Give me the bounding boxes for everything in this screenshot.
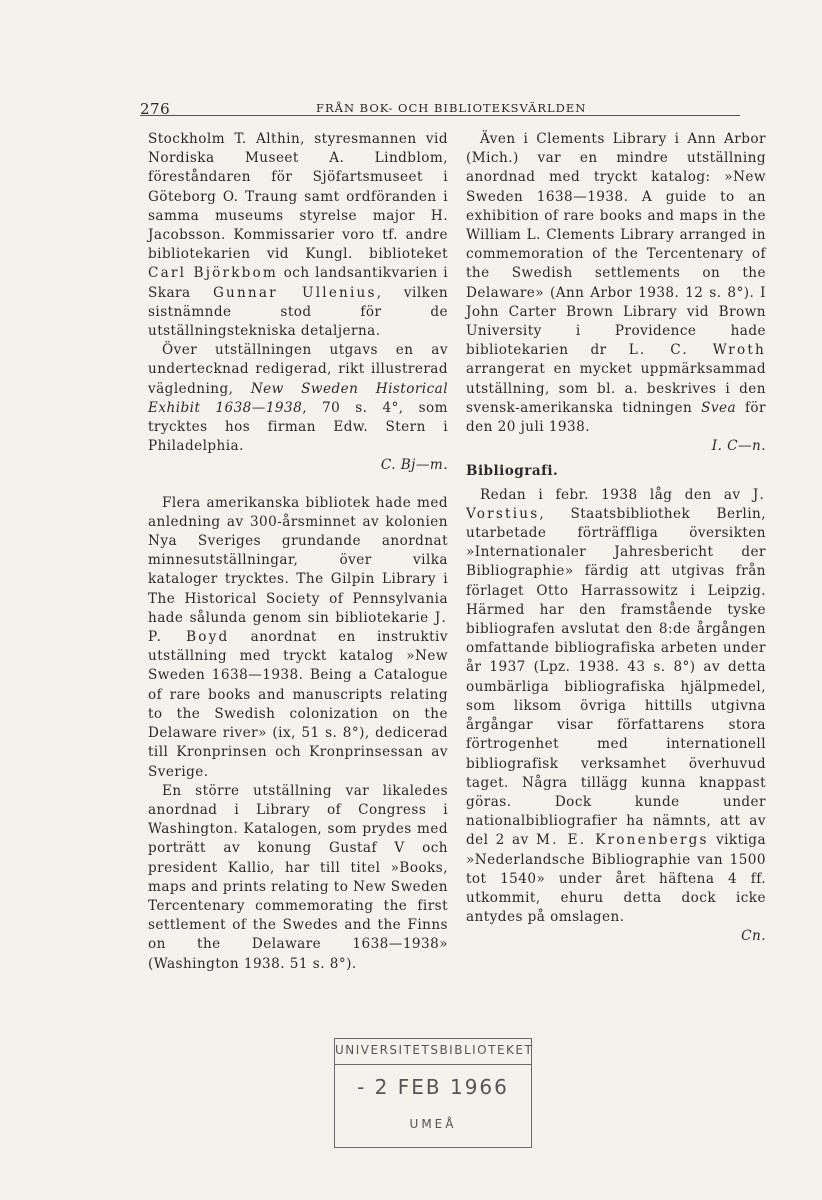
book-title: New Sweden Historical Exhibit 1638—1938 — [148, 380, 448, 416]
paragraph: Även i Clements Library i Ann Arbor (Mich.) var en mindre utställning anordnad med tryckt katalog: »New Sweden 1638—1938. A guide to an exhibition of rare books and maps in the William L. Clements Library arranged in commemoration of the Tercentenary of the Swedish settlements on the Delaware» (Ann Arbor 1938. 12 s. 8°). I John Carter Brown Library vid Brown University i Providence hade bibliotekarien dr L. C. Wroth arrangerat en mycket uppmärksammad utställning, som bl. a. beskrives i den svensk-amerikanska tidningen Svea för den 20 juli 1938. — [466, 131, 767, 436]
person-name: J. Vorstius — [466, 486, 766, 522]
signature: C. Bj—m. — [380, 457, 448, 474]
right-column — [466, 130, 766, 947]
person-name: J. P. Boyd — [148, 609, 448, 646]
section-heading: Bibliografi. — [466, 463, 559, 480]
person-name: Carl Björkbom — [148, 265, 279, 282]
left-column — [148, 130, 448, 974]
person-name: M. E. Kronenbergs — [535, 832, 709, 849]
stamp-date: - 2 FEB 1966 — [357, 1075, 509, 1099]
signature: Cn. — [741, 928, 766, 945]
stamp-library-name: UNIVERSITETSBIBLIOTEKET — [335, 1043, 534, 1057]
signature: I. C—n. — [711, 438, 766, 455]
running-title: FRÅN BOK- OCH BIBLIOTEKSVÄRLDEN — [316, 101, 587, 115]
stamp-divider — [335, 1064, 531, 1065]
paragraph: En större utställning var likaledes anordnad i Library of Congress i Washington. Katalogen, som prydes med porträtt av konung Gustaf V och president Kallio, har till titel »Books, maps and prints relating to New Sweden Tercentenary commemorating the first settlement of the Swedes and the Finns on the Delaware 1638—1938» (Washington 1938. 51 s. 8°). — [148, 782, 448, 972]
person-name: L. C. Wroth — [628, 342, 766, 359]
page-header — [140, 100, 740, 120]
page-number: 276 — [140, 100, 171, 118]
library-stamp — [334, 1038, 532, 1148]
header-rule — [140, 115, 740, 116]
person-name: Gunnar Ullenius — [212, 284, 377, 301]
newspaper-title: Svea — [701, 399, 737, 416]
paragraph: Flera amerikanska bibliotek hade med anledning av 300-årsminnet av kolonien Nya Sveriges grundande anordnat minnesutställningar, över vilka kataloger trycktes. The Gilpin Library i The Historical Society of Pennsylvania hade sålunda genom sin bibliotekarie J. P. Boyd anordnat en instruktiv utställning med tryckt katalog »New Sweden 1638—1938. Being a Catalogue of rare books and manuscripts relating to the Swedish colonization on the Delaware river» (ix, 51 s. 8°), dedicerad till Kronprinsen och Kronprinsessan av Sverige. — [148, 494, 448, 780]
paragraph: Över utställningen utgavs en av undertecknad redigerad, rikt illustrerad vägledning, New Sweden Historical Exhibit 1638—1938, 70 s. 4°, som trycktes hos firman Edw. Stern i Philadelphia. — [148, 342, 448, 455]
paragraph: Stockholm T. Althin, styresmannen vid Nordiska Museet A. Lindblom, föreståndaren för Sjöfartsmuseet i Göteborg O. Traung samt ordföranden i samma museums styrelse major H. Jacobsson. Kommissarier voro tf. andre bibliotekarien vid Kungl. biblioteket Carl Björkbom och landsantikvarien i Skara Gunnar Ullenius, vilken sistnämnde stod för de utställningstekniska detaljerna. — [148, 131, 449, 340]
paragraph: Redan i febr. 1938 låg den av J. Vorstius, Staatsbibliothek Berlin, utarbetade förträffliga översikten »Internationaler Jahresbericht der Bibliographie» färdig att utgivas från förlaget Otto Harrassowitz i Leipzig. Härmed har den framstående tyske bibliografen avslutat den 8:de årgången omfattande bibliografiska arbeten under år 1937 (Lpz. 1938. 43 s. 8°) av detta oumbärliga bibliografiska hjälpmedel, som liksom övriga hittills utgivna årgångar visar författarens stora förtrogenhet med internationell bibliografisk verksamhet överhuvud taget. Några tillägg kunna knappast göras. Dock kunde under nationalbibliografier ha nämnts, att av del 2 av M. E. Kronenbergs viktiga »Nederlandsche Bibliographie van 1500 tot 1540» under året häftena 4 ff. utkommit, ehuru detta dock icke antydes på omslagen. — [466, 486, 767, 926]
stamp-city: UMEÅ — [409, 1117, 457, 1131]
